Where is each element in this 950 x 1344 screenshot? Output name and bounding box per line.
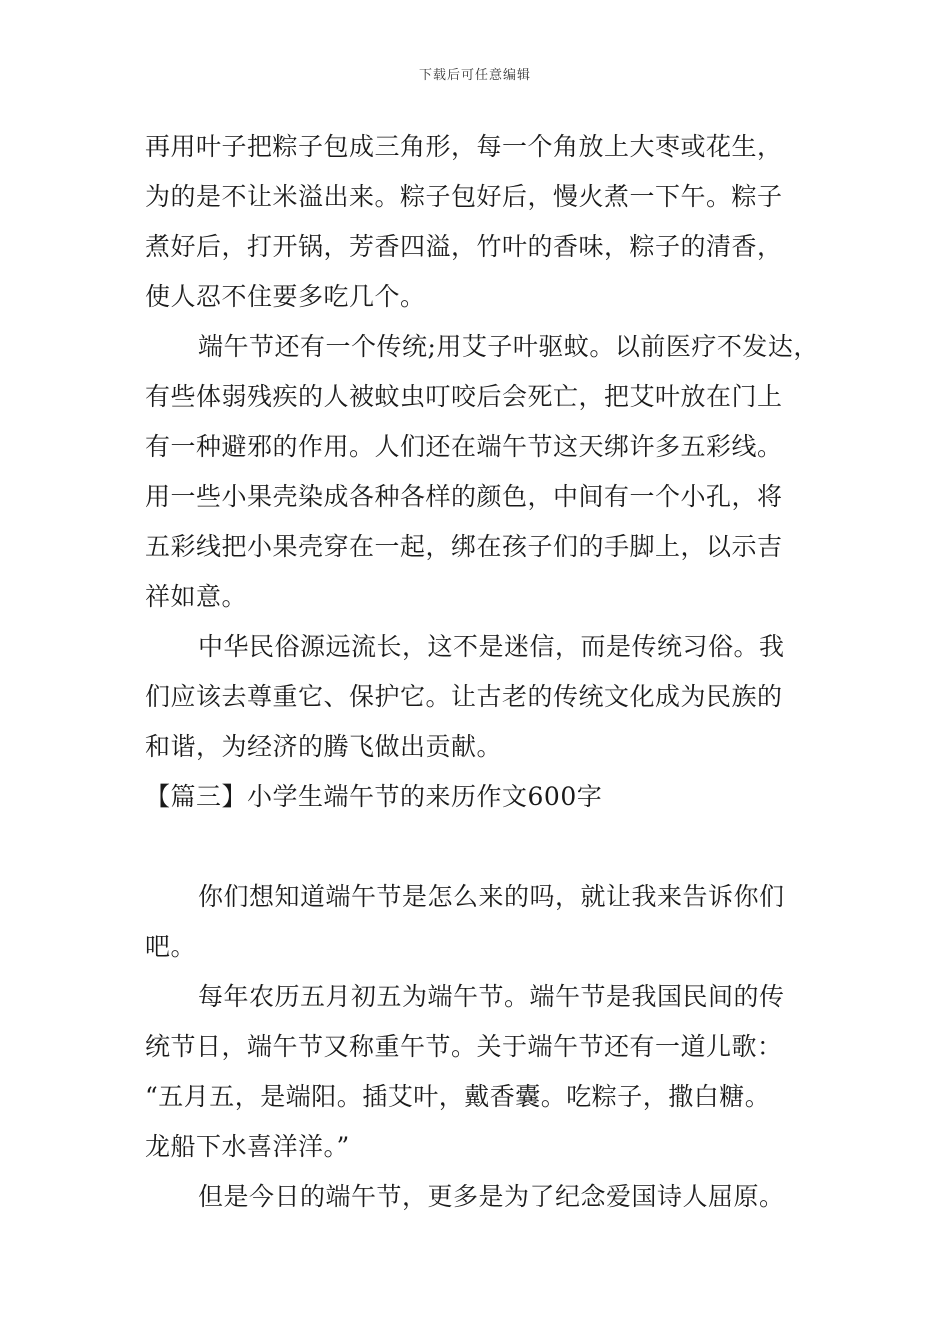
text-line: 煮好后，打开锅，芳香四溢，竹叶的香味，粽子的清香， — [145, 232, 783, 261]
text-line: 再用叶子把粽子包成三角形，每一个角放上大枣或花生， — [145, 132, 783, 161]
text-line: 有些体弱残疾的人被蚊虫叮咬后会死亡，把艾叶放在门上 — [145, 382, 783, 411]
text-line: 使人忍不住要多吃几个。 — [145, 282, 426, 311]
text-line: 五彩线把小果壳穿在一起，绑在孩子们的手脚上，以示吉 — [145, 532, 783, 561]
paragraph-start: 中华民俗源远流长，这不是迷信，而是传统习俗。我 — [198, 632, 785, 661]
text-line: 龙船下水喜洋洋。” — [145, 1132, 350, 1161]
page-header-note: 下载后可任意编辑 — [418, 68, 531, 83]
text-line: 们应该去尊重它、保护它。让古老的传统文化成为民族的 — [145, 682, 783, 711]
text-line: 用一些小果壳染成各种各样的颜色，中间有一个小孔，将 — [145, 482, 783, 511]
text-line: “五月五，是端阳。插艾叶，戴香囊。吃粽子，撒白糖。 — [145, 1082, 771, 1111]
paragraph-start: 你们想知道端午节是怎么来的吗，就让我来告诉你们 — [198, 882, 785, 911]
paragraph-start: 端午节还有一个传统;用艾子叶驱蚊。以前医疗不发达， — [198, 332, 819, 361]
text-line: 吧。 — [145, 932, 197, 961]
paragraph-start: 每年农历五月初五为端午节。端午节是我国民间的传 — [198, 982, 785, 1011]
text-line: 祥如意。 — [145, 582, 248, 611]
document-body — [145, 122, 819, 1222]
text-line: 为的是不让米溢出来。粽子包好后，慢火煮一下午。粽子 — [145, 182, 783, 211]
blank-line — [145, 822, 813, 872]
text-line: 统节日，端午节又称重午节。关于端午节还有一道儿歌： — [145, 1032, 783, 1061]
text-line: 和谐，为经济的腾飞做出贡献。 — [145, 732, 503, 761]
text-line: 有一种避邪的作用。人们还在端午节这天绑许多五彩线。 — [145, 432, 783, 461]
paragraph-start: 但是今日的端午节，更多是为了纪念爱国诗人屈原。 — [198, 1182, 785, 1211]
section-heading: 【篇三】小学生端午节的来历作文600字 — [145, 782, 603, 811]
